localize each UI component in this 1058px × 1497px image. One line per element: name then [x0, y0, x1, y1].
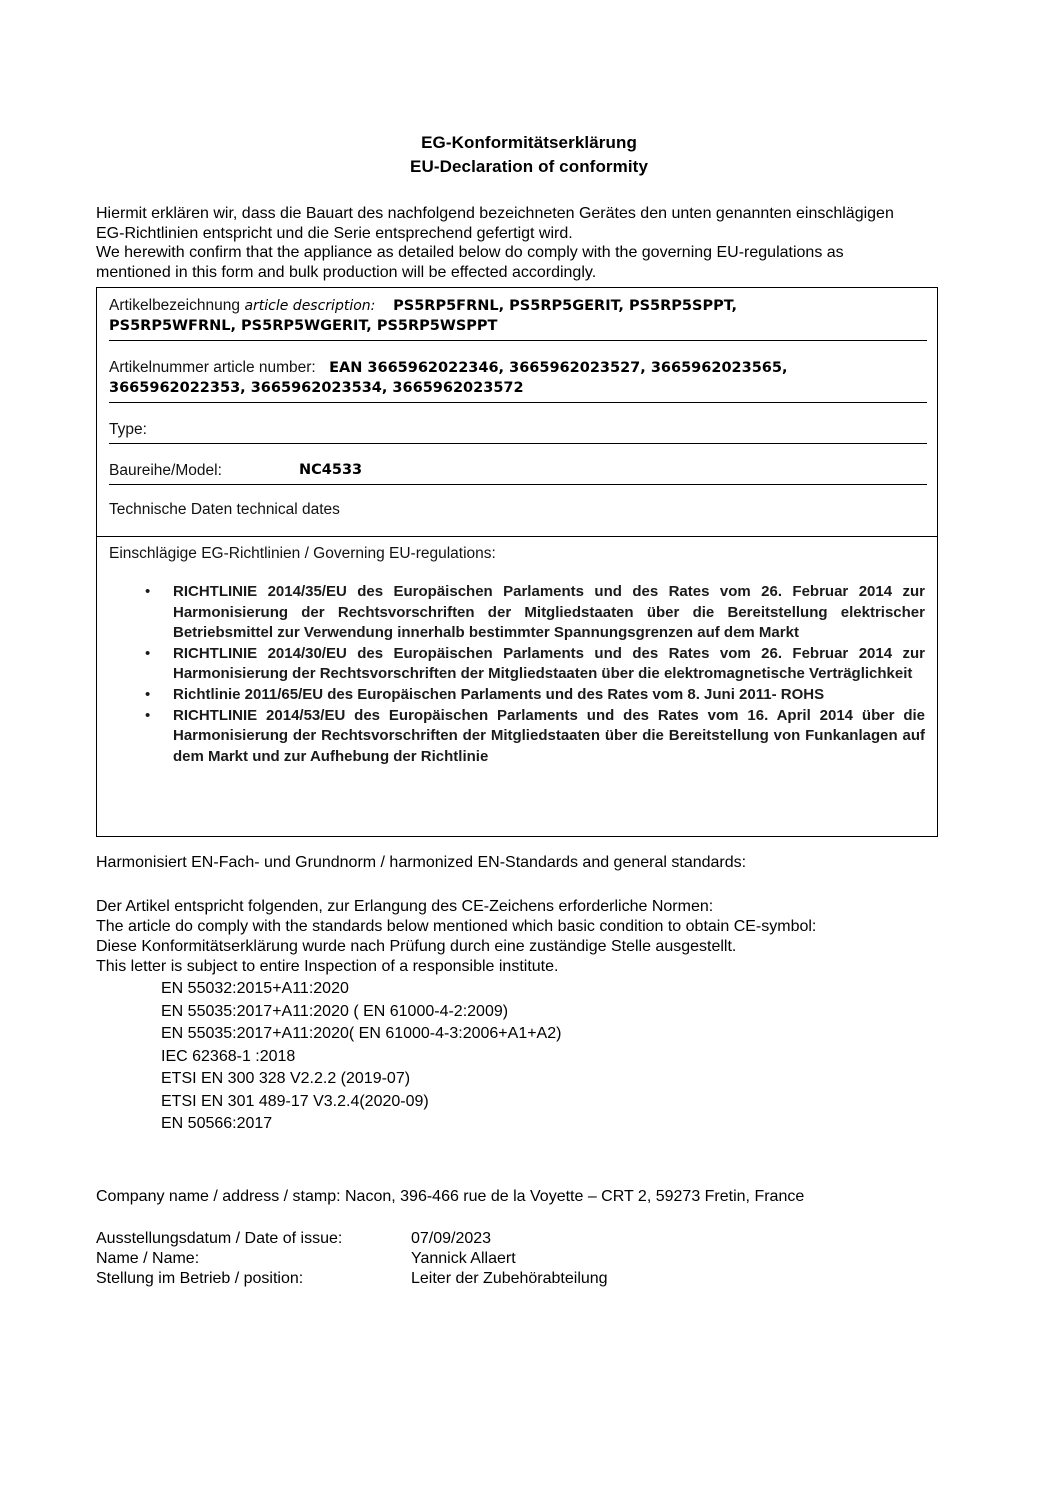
directive-item: • RICHTLINIE 2014/35/EU des Europäischen Parlaments und des Rates vom 26. Februar 2014 zur Harmonisierung der Rechtsvorschriften der Mitgliedstaaten über die Bereitstellung elektrischer Betriebsmittel zur Verwendung innerhalb bestimmter Spannungsgrenzen auf dem Markt — [141, 582, 925, 644]
model-value: NC4533 — [299, 462, 363, 478]
standards-paragraph — [96, 897, 816, 977]
position-label: Stellung im Betrieb / position: — [96, 1270, 304, 1287]
standard-item: EN 55035:2017+A11:2020 ( EN 61000-4-2:2009) — [161, 1002, 509, 1020]
article-number-value-2: 3665962022353, 3665962023534, 3665962023572 — [109, 380, 524, 396]
title-german: EG-Konformitätserklärung — [421, 133, 637, 152]
intro-de-line-1: Hiermit erklären wir, dass die Bauart des nachfolgend bezeichneten Gerätes den unten genannten einschlägigen — [96, 205, 894, 222]
name-value: Yannick Allaert — [411, 1250, 516, 1267]
standards-line-2: The article do comply with the standards below mentioned which basic condition to obtain CE-symbol: — [96, 918, 817, 935]
directive-item: • RICHTLINIE 2014/53/EU des Europäischen Parlaments und des Rates vom 16. April 2014 über die Harmonisierung der Rechtsvorschriften der Mitgliedstaaten über die Bereitstellung von Funkanlagen auf dem Markt und zur Aufhebung der Richtlinie — [141, 706, 925, 768]
type-row — [109, 421, 927, 444]
article-description-label-en: article description: — [244, 298, 376, 314]
standard-item: ETSI EN 301 489-17 V3.2.4(2020-09) — [161, 1092, 429, 1110]
title-english: EU-Declaration of conformity — [410, 157, 648, 176]
name-label: Name / Name: — [96, 1250, 200, 1267]
position-value: Leiter der Zubehörabteilung — [411, 1270, 608, 1287]
type-label: Type: — [109, 421, 147, 438]
article-number-value-1: EAN 3665962022346, 3665962023527, 3665962023565, — [329, 360, 788, 376]
article-number-label: Artikelnummer article number: — [109, 359, 316, 376]
standard-item: EN 55032:2015+A11:2020 — [161, 980, 349, 997]
form-divider — [97, 536, 937, 537]
product-form-box — [96, 287, 938, 837]
standard-item: EN 55035:2017+A11:2020( EN 61000-4-3:2006+A1+A2) — [161, 1025, 562, 1042]
intro-en-line-1: We herewith confirm that the appliance as detailed below do comply with the governing EU-regulations as — [96, 244, 844, 261]
harmonized-standards-line: Harmonisiert EN-Fach- und Grundnorm / harmonized EN-Standards and general standards: — [96, 854, 747, 871]
article-number-row — [109, 358, 927, 403]
intro-de-line-2: EG-Richtlinien entspricht und die Serie entsprechend gefertigt wird. — [96, 224, 573, 242]
standards-list — [161, 978, 561, 1136]
directive-item: • Richtlinie 2011/65/EU des Europäischen Parlaments und des Rates vom 8. Juni 2011- ROHS — [141, 685, 925, 706]
article-description-label: Artikelbezeichnung — [109, 297, 240, 314]
date-label: Ausstellungsdatum / Date of issue: — [96, 1230, 343, 1247]
directives-list — [141, 582, 925, 767]
intro-paragraph — [96, 204, 966, 282]
model-row — [109, 462, 927, 485]
date-value: 07/09/2023 — [411, 1230, 492, 1247]
directives-heading: Einschlägige EG-Richtlinien / Governing EU-regulations: — [109, 545, 496, 562]
standard-item: ETSI EN 300 328 V2.2.2 (2019-07) — [161, 1070, 411, 1087]
technical-data-row — [109, 501, 927, 523]
standard-item: IEC 62368-1 :2018 — [161, 1047, 296, 1065]
standards-line-1: Der Artikel entspricht folgenden, zur Erlangung des CE-Zeichens erforderliche Normen: — [96, 898, 714, 915]
directive-item: • RICHTLINIE 2014/30/EU des Europäischen Parlaments und des Rates vom 26. Februar 2014 zur Harmonisierung der Rechtsvorschriften der Mitgliedstaaten über die elektromagnetische Verträglichkeit — [141, 644, 925, 685]
standards-line-4: This letter is subject to entire Inspection of a responsible institute. — [96, 958, 559, 975]
standards-line-3: Diese Konformitätserklärung wurde nach Prüfung durch eine zuständige Stelle ausgestellt. — [96, 938, 737, 955]
intro-en-line-2: mentioned in this form and bulk production will be effected accordingly. — [96, 263, 597, 281]
article-description-value-1: PS5RP5FRNL, PS5RP5GERIT, PS5RP5SPPT, — [393, 298, 738, 314]
company-address-line: Company name / address / stamp: Nacon, 396-466 rue de la Voyette – CRT 2, 59273 Fretin, France — [96, 1188, 805, 1205]
standard-item: EN 50566:2017 — [161, 1115, 273, 1132]
article-description-value-2: PS5RP5WFRNL, PS5RP5WGERIT, PS5RP5WSPPT — [109, 318, 498, 334]
model-label: Baureihe/Model: — [109, 462, 222, 479]
technical-data-label: Technische Daten technical dates — [109, 501, 340, 518]
article-description-row — [109, 296, 927, 341]
